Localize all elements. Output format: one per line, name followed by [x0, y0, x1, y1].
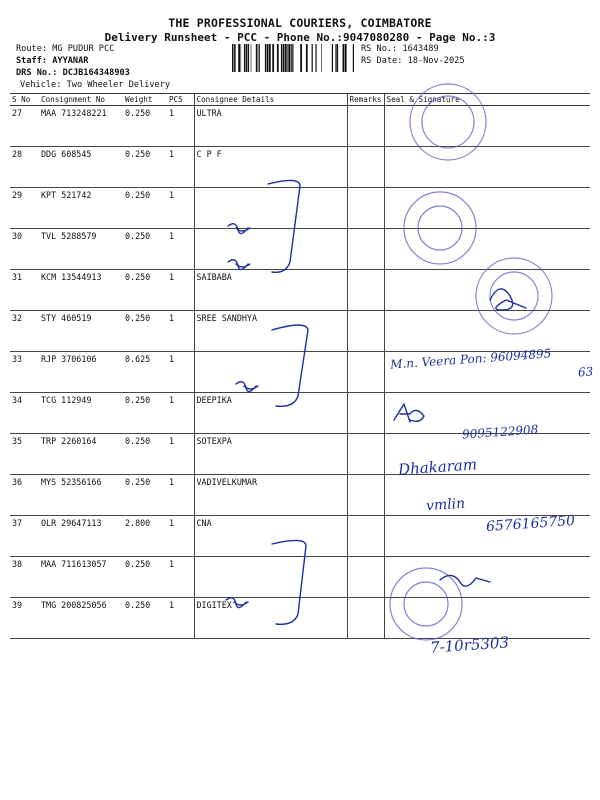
cell-weight: 0.250 [123, 393, 167, 434]
barcode-bar [292, 44, 293, 72]
route-value: MG PUDUR PCC [52, 44, 115, 54]
cell-sno: 30 [10, 229, 39, 270]
cell-consignee [194, 557, 347, 598]
cell-consignee: CNA [194, 516, 347, 557]
col-seal: Seal & Signature [384, 94, 590, 106]
cell-remarks [347, 270, 384, 311]
cell-weight: 0.250 [123, 598, 167, 639]
cell-pcs: 1 [167, 147, 194, 188]
runsheet-subtitle: Delivery Runsheet - PCC - Phone No.:9047080280 - Page No.:3 [104, 31, 496, 44]
handwritten-number-39: 7-10r5303 [429, 633, 510, 657]
cell-weight: 0.625 [123, 352, 167, 393]
table-row [10, 434, 590, 475]
table-row [10, 229, 590, 270]
cell-seal [384, 311, 590, 352]
cell-weight: 0.250 [123, 270, 167, 311]
cell-pcs: 1 [167, 352, 194, 393]
cell-consignee [194, 188, 347, 229]
cell-weight: 2.800 [123, 516, 167, 557]
cell-seal [384, 147, 590, 188]
rs-no-line [361, 44, 439, 55]
handwritten-note-33b: 63 [577, 364, 594, 380]
cell-sno: 37 [10, 516, 39, 557]
cell-consignee: C P F [194, 147, 347, 188]
barcode [232, 44, 356, 72]
rs-date-value: 18-Nov-2025 [407, 56, 465, 66]
barcode-bar [232, 44, 233, 72]
table-row [10, 270, 590, 311]
barcode-bar [259, 44, 260, 72]
col-remarks: Remarks [347, 94, 384, 106]
barcode-bar [272, 44, 274, 72]
barcode-bar [283, 44, 285, 72]
cell-consignment: DDG 608545 [39, 147, 123, 188]
cell-pcs: 1 [167, 229, 194, 270]
cell-sno: 38 [10, 557, 39, 598]
cell-consignee: DEEPIKA [194, 393, 347, 434]
cell-sno: 39 [10, 598, 39, 639]
cell-remarks [347, 434, 384, 475]
cell-seal [384, 598, 590, 639]
cell-consignee [194, 352, 347, 393]
cell-seal [384, 475, 590, 516]
route-label: Route: [16, 44, 48, 54]
cell-consignee: SREE SANDHYA [194, 311, 347, 352]
barcode-bar [332, 44, 333, 72]
cell-consignment: TCG 112949 [39, 393, 123, 434]
barcode-bar [343, 44, 345, 72]
barcode-bar [234, 44, 235, 72]
cell-consignment: TRP 2260164 [39, 434, 123, 475]
cell-pcs: 1 [167, 434, 194, 475]
cell-consignment: RJP 3706106 [39, 352, 123, 393]
cell-seal [384, 188, 590, 229]
vehicle-value: Two Wheeler Delivery [66, 80, 171, 90]
barcode-bar [258, 44, 259, 72]
drs-label: DRS No.: [16, 68, 58, 78]
drs-line [16, 68, 130, 79]
handwritten-note-33: M.n. Veera Pon: 96094895 [389, 346, 552, 372]
cell-consignment: MYS 52356166 [39, 475, 123, 516]
barcode-bar [246, 44, 248, 72]
cell-consignment: STY 460519 [39, 311, 123, 352]
cell-pcs: 1 [167, 557, 194, 598]
cell-seal [384, 270, 590, 311]
cell-weight: 0.250 [123, 188, 167, 229]
barcode-bar [281, 44, 282, 72]
handwritten-signature-36: vmlin [425, 495, 466, 515]
barcode-bar [312, 44, 313, 72]
cell-consignment: TVL 5288579 [39, 229, 123, 270]
cell-sno: 36 [10, 475, 39, 516]
staff-value: AYYANAR [52, 56, 89, 66]
handwritten-name-35: Dhakaram [397, 455, 478, 479]
table-row [10, 147, 590, 188]
barcode-bar [335, 44, 336, 72]
cell-sno: 28 [10, 147, 39, 188]
barcode-bar [306, 44, 308, 72]
barcode-bar [285, 44, 287, 72]
handwritten-number-36: 6576165750 [485, 512, 576, 536]
barcode-bar [321, 44, 322, 72]
rs-date-label: RS Date: [361, 56, 403, 66]
cell-pcs: 1 [167, 188, 194, 229]
barcode-bar [238, 44, 240, 72]
cell-pcs: 1 [167, 516, 194, 557]
barcode-bar [315, 44, 316, 72]
cell-consignment: KPT 521742 [39, 188, 123, 229]
company-title: THE PROFESSIONAL COURIERS, COIMBATORE [168, 16, 432, 30]
cell-remarks [347, 352, 384, 393]
col-pcs: PCS [167, 94, 194, 106]
barcode-bar [235, 44, 236, 72]
cell-weight: 0.250 [123, 229, 167, 270]
cell-remarks [347, 188, 384, 229]
cell-seal [384, 229, 590, 270]
cell-weight: 0.250 [123, 147, 167, 188]
table-row [10, 106, 590, 147]
barcode-bar [241, 44, 242, 72]
col-consignee: Consignee Details [194, 94, 347, 106]
cell-sno: 32 [10, 311, 39, 352]
cell-remarks [347, 475, 384, 516]
cell-remarks [347, 516, 384, 557]
cell-pcs: 1 [167, 270, 194, 311]
cell-remarks [347, 393, 384, 434]
col-consignment: Consignment No [39, 94, 123, 106]
barcode-bar [248, 44, 249, 72]
vehicle-label: Vehicle: [20, 80, 62, 90]
barcode-bar [265, 44, 266, 72]
cell-sno: 27 [10, 106, 39, 147]
cell-consignment: OLR 29647113 [39, 516, 123, 557]
cell-consignment: KCM 13544913 [39, 270, 123, 311]
barcode-bar [288, 44, 290, 72]
rs-no-label: RS No.: [361, 44, 398, 54]
cell-consignment: TMG 200825056 [39, 598, 123, 639]
cell-consignee: DIGITEX [194, 598, 347, 639]
cell-consignee [194, 229, 347, 270]
cell-weight: 0.250 [123, 106, 167, 147]
cell-pcs: 1 [167, 475, 194, 516]
staff-label: Staff: [16, 56, 48, 66]
cell-consignment: MAA 713248221 [39, 106, 123, 147]
barcode-bar [345, 44, 347, 72]
rs-date-line [361, 56, 465, 67]
cell-sno: 34 [10, 393, 39, 434]
col-sno: S No [10, 94, 39, 106]
cell-sno: 33 [10, 352, 39, 393]
barcode-bar [251, 44, 252, 72]
cell-weight: 0.250 [123, 434, 167, 475]
table-header [10, 94, 590, 106]
barcode-bar [353, 44, 354, 72]
barcode-bar [291, 44, 292, 72]
drs-value: DCJB164348903 [62, 68, 130, 78]
cell-weight: 0.250 [123, 475, 167, 516]
cell-consignee: SAIBABA [194, 270, 347, 311]
runsheet-table [10, 93, 590, 639]
cell-pcs: 1 [167, 598, 194, 639]
cell-remarks [347, 557, 384, 598]
cell-remarks [347, 229, 384, 270]
table-row [10, 475, 590, 516]
barcode-bar [277, 44, 279, 72]
barcode-bar [244, 44, 245, 72]
handwritten-phone-35: 9095122908 [461, 422, 539, 442]
cell-remarks [347, 147, 384, 188]
cell-remarks [347, 311, 384, 352]
barcode-bar [336, 44, 338, 72]
barcode-bar [256, 44, 257, 72]
barcode-bar [267, 44, 269, 72]
cell-weight: 0.250 [123, 557, 167, 598]
cell-weight: 0.250 [123, 311, 167, 352]
cell-consignee: VADIVELKUMAR [194, 475, 347, 516]
barcode-bar [269, 44, 271, 72]
table-row [10, 557, 590, 598]
cell-sno: 29 [10, 188, 39, 229]
barcode-bar [316, 44, 317, 72]
table-row [10, 598, 590, 639]
cell-seal [384, 106, 590, 147]
cell-consignment: MAA 711613057 [39, 557, 123, 598]
cell-remarks [347, 106, 384, 147]
cell-sno: 35 [10, 434, 39, 475]
route-line [16, 44, 114, 55]
cell-consignee: ULTRA [194, 106, 347, 147]
col-weight: Weight [123, 94, 167, 106]
vehicle-line [20, 80, 170, 91]
cell-remarks [347, 598, 384, 639]
rs-no-value: 1643489 [402, 44, 439, 54]
barcode-bar [300, 44, 302, 72]
table-row [10, 311, 590, 352]
staff-line [16, 56, 88, 67]
cell-sno: 31 [10, 270, 39, 311]
cell-consignee: SOTEXPA [194, 434, 347, 475]
cell-pcs: 1 [167, 393, 194, 434]
cell-pcs: 1 [167, 106, 194, 147]
cell-seal [384, 557, 590, 598]
cell-pcs: 1 [167, 311, 194, 352]
barcode-bar [287, 44, 288, 72]
table-row [10, 188, 590, 229]
